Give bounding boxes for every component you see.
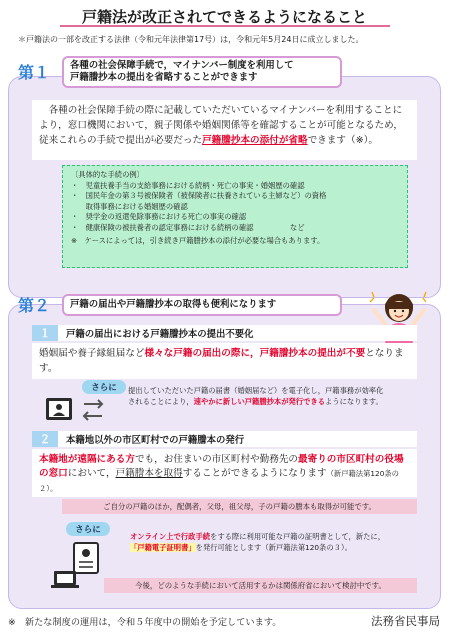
section2-label: 第２ bbox=[18, 296, 51, 315]
sub2-body bbox=[32, 449, 417, 497]
sub1-extra-text: 提出していただいた戸籍の届書（婚姻届など）を電子化し，戸籍事務が効率化されることにより， bbox=[128, 386, 384, 407]
sub2-extra-text3: を発行可能とします（新戸籍法第120条の３）。 bbox=[195, 543, 352, 553]
sub1-extra-emphasis: 速やかに新しい戸籍謄抄本が発行できる bbox=[193, 397, 326, 407]
sub1-sarani-badge: さらに bbox=[82, 380, 126, 394]
sub1-header bbox=[32, 325, 417, 341]
sub1-number: １ bbox=[32, 325, 58, 341]
sub1-body-emphasis: 様々な戸籍の届出の際に，戸籍謄抄本の提出が不要 bbox=[144, 348, 366, 359]
sub2-body-text1: でも，お住まいの市区町村や勤務先の bbox=[134, 454, 299, 465]
sub2-body-underline: 戸籍謄本を取得 bbox=[115, 468, 183, 480]
section1-examples-box bbox=[62, 165, 408, 268]
footer-organization: 法務省民事局 bbox=[371, 614, 440, 628]
sub2-banner1: ご自分の戸籍のほか，配偶者，父母，祖父母，子の戸籍の謄本も取得が可能です。 bbox=[62, 499, 417, 514]
example-item: 取得事務における婚姻歴の確認 bbox=[71, 201, 188, 211]
enactment-note: ＊戸籍法の一部を改正する法律（令和元年法律第17号）は，令和元年5月24日に成立しました。 bbox=[18, 35, 364, 44]
sub2-header bbox=[32, 431, 417, 447]
section1-body-end: できます（※）。 bbox=[307, 134, 379, 146]
section1-body-text: 各種の社会保障手続の際に記載していただいているマイナンバーを利用することにより，窓口機関において，親子関係や婚姻関係等を確認することが可能となるため，従来これらの手続で提出が必要だった bbox=[39, 105, 403, 146]
sub2-title: 本籍地以外の市区町村での戸籍謄本の発行 bbox=[66, 435, 245, 446]
example-item: ・ 国民年金の第３号被保険者（被保険者に扶養されている主婦など）の資格 bbox=[71, 191, 327, 201]
section2-header: 戸籍の届出や戸籍謄抄本の取得も便利になります bbox=[62, 294, 342, 316]
sub2-body-text2: において， bbox=[67, 468, 116, 480]
sub2-body-emphasis1: 本籍地が遠隔にある方 bbox=[39, 454, 135, 465]
example-item: ・ 奨学金の返還免除事務における死亡の事実の確認 bbox=[71, 212, 247, 222]
sub2-extra bbox=[130, 531, 392, 554]
sub2-extra-text1: をする際に利用可能な戸籍の証明書とし bbox=[210, 532, 342, 541]
title-underline bbox=[60, 25, 390, 27]
sub2-sarani-badge: さらに bbox=[66, 522, 110, 536]
examples-note: ※ ケースによっては，引き続き戸籍謄抄本の添付が必要な場合もあります。 bbox=[71, 236, 325, 246]
sub1-title: 戸籍の届出における戸籍謄抄本の提出不要化 bbox=[66, 329, 254, 340]
sub1-body-end: となります。 bbox=[39, 348, 404, 374]
footer bbox=[8, 614, 448, 628]
sub2-body-text3: することができるようになります bbox=[182, 468, 327, 480]
sub2-extra-emphasis2: 「戸籍電子証明書」 bbox=[130, 543, 196, 553]
section1-label: 第１ bbox=[18, 63, 51, 82]
sub2-body-emphasis2: 最寄りの市区町村の役場の窓口 bbox=[39, 454, 404, 480]
page-title: 戸籍法が改正されてできるようになること bbox=[81, 8, 367, 26]
sub1-extra bbox=[128, 385, 390, 408]
sub2-extra-text2: て，新たに， bbox=[341, 532, 386, 541]
section1-header-line1: 各種の社会保障手続で，マイナンバー制度を利用して bbox=[70, 60, 294, 71]
sub2-extra-emphasis1: オンライン上で行政手続 bbox=[130, 532, 211, 541]
example-item: ・ 児童扶養手当の支給事務における続柄・死亡の事実・婚姻歴の確認 bbox=[71, 180, 305, 190]
section1-header bbox=[62, 56, 342, 88]
sub1-body-text: 婚姻届や養子縁組届など bbox=[39, 348, 145, 359]
example-item: ・ 健康保険の被扶養者の認定事務における続柄の確認 など bbox=[71, 222, 305, 232]
sub2-banner2: 今後，どのような手続において活用するかは関係府省において検討中です。 bbox=[104, 578, 417, 593]
section1-header-line2: 戸籍謄抄本の提出を省略することができます bbox=[70, 71, 258, 83]
sub2-body-note: （新戸籍法第120条の２）。 bbox=[39, 469, 399, 493]
sub1-extra-end: ようになります。 bbox=[325, 397, 383, 407]
sub1-body bbox=[32, 343, 417, 379]
section1-body-emphasis: 戸籍謄抄本の添付が省略 bbox=[202, 134, 308, 146]
examples-list bbox=[71, 181, 399, 234]
computer-sync-icon bbox=[44, 396, 112, 426]
footer-note: ※ 新たな制度の運用は，令和５年度中の開始を予定しています。 bbox=[8, 617, 282, 628]
sub2-number: ２ bbox=[32, 431, 58, 447]
examples-title: 〔具体的な手続の例〕 bbox=[71, 170, 144, 179]
section1-body bbox=[32, 100, 417, 160]
